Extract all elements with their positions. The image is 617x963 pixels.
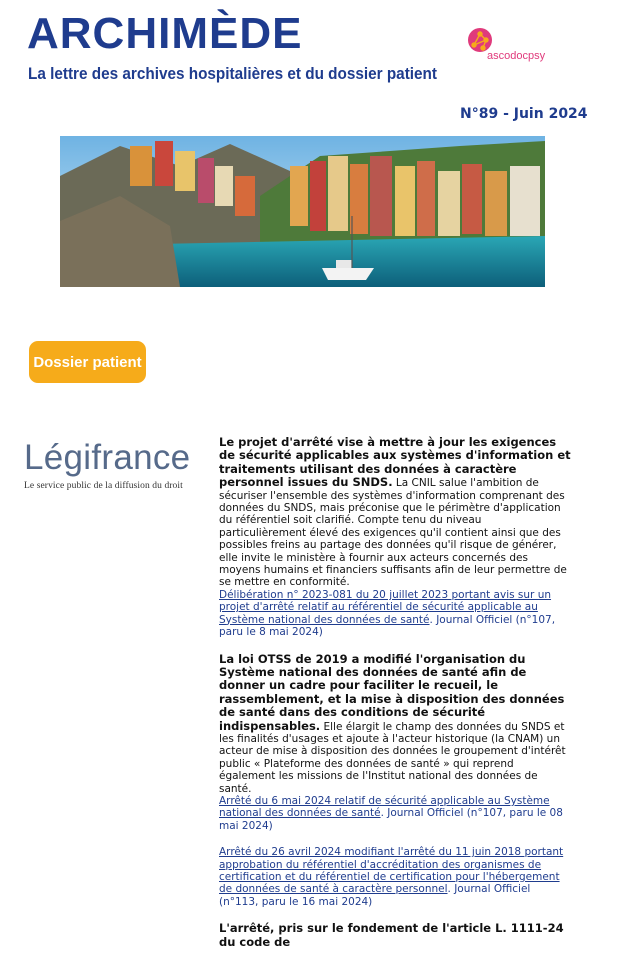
article-list — [219, 436, 571, 963]
logo-text: ascodocpsy — [487, 50, 546, 62]
newsletter-title: ARCHIMÈDE — [27, 9, 303, 58]
hero-image-coastal-village — [60, 136, 545, 287]
newsletter-subtitle: La lettre des archives hospitalières et du dossier patient — [28, 64, 437, 83]
article-lead: L'arrêté, pris sur le fondement de l'article L. 1111-24 du code de — [219, 921, 564, 949]
article-source: . Journal Officiel (n°113, paru le 16 mai 2024) — [219, 883, 531, 908]
legifrance-tagline: Le service public de la diffusion du droit — [24, 481, 183, 491]
article-body: Elle élargit le champ des données du SNDS et les finalités d'usages et ajoute à l'acteur historique (la CNAM) un acteur de mise à disposition des données le groupement d'intérêt public « Plateforme des données de santé » qui reprend également les missions de l'Institut national des données de santé. — [219, 720, 566, 795]
article-body: La CNIL salue l'ambition de sécuriser l'ensemble des systèmes d'information comprenant des données du SNDS, mais préconise que le périmètre d'application du référentiel soit clarifié. Compte tenu du niveau particulièrement élevé des exigences qu'il contient ainsi que des possibles freins au partage des données qu'il risque de générer, elle invite le ministère à fournir aux acteurs concernés des moyens humains et financiers suffisants afin de leur permettre de se mettre en conformité. — [219, 477, 567, 589]
legifrance-logo[interactable] — [24, 438, 204, 493]
issue-number: N°89 - Juin 2024 — [460, 106, 588, 122]
article-item — [219, 436, 571, 639]
article-item — [219, 653, 571, 833]
article-link[interactable]: Arrêté du 26 avril 2024 modifiant l'arrêté du 11 juin 2018 portant approbation du référentiel d'accréditation des organismes de certification et du référentiel de certification pour l'hébergement de données de santé à caractère personnel — [219, 846, 564, 896]
article-item — [219, 922, 571, 949]
section-badge: Dossier patient — [29, 341, 146, 383]
article-lead: Le projet d'arrêté vise à mettre à jour les exigences de sécurité applicables aux systèmes d'information et traitements utilisant des données à caractère personnel issues du SNDS. — [219, 435, 571, 490]
article-link[interactable]: Délibération n° 2023-081 du 20 juillet 2023 portant avis sur un projet d'arrêté relatif au référentiel de sécurité applicable au Système national des données de santé — [219, 588, 552, 626]
article-source: . Journal Officiel (n°107, paru le 08 mai 2024) — [219, 807, 563, 832]
article-lead: La loi OTSS de 2019 a modifié l'organisation du Système national des données de santé afin de donner un cadre pour faciliter le recueil, le rassemblement, et la mise à disposition des données de santé dans des conditions de sécurité indispensables. — [219, 651, 565, 733]
article-source: . Journal Officiel (n°107, paru le 8 mai 2024) — [219, 613, 556, 639]
article-item — [219, 846, 571, 908]
legifrance-wordmark: Légifrance — [24, 438, 191, 477]
article-link[interactable]: Arrêté du 6 mai 2024 relatif de sécurité applicable au Système national des données de santé — [219, 794, 550, 820]
